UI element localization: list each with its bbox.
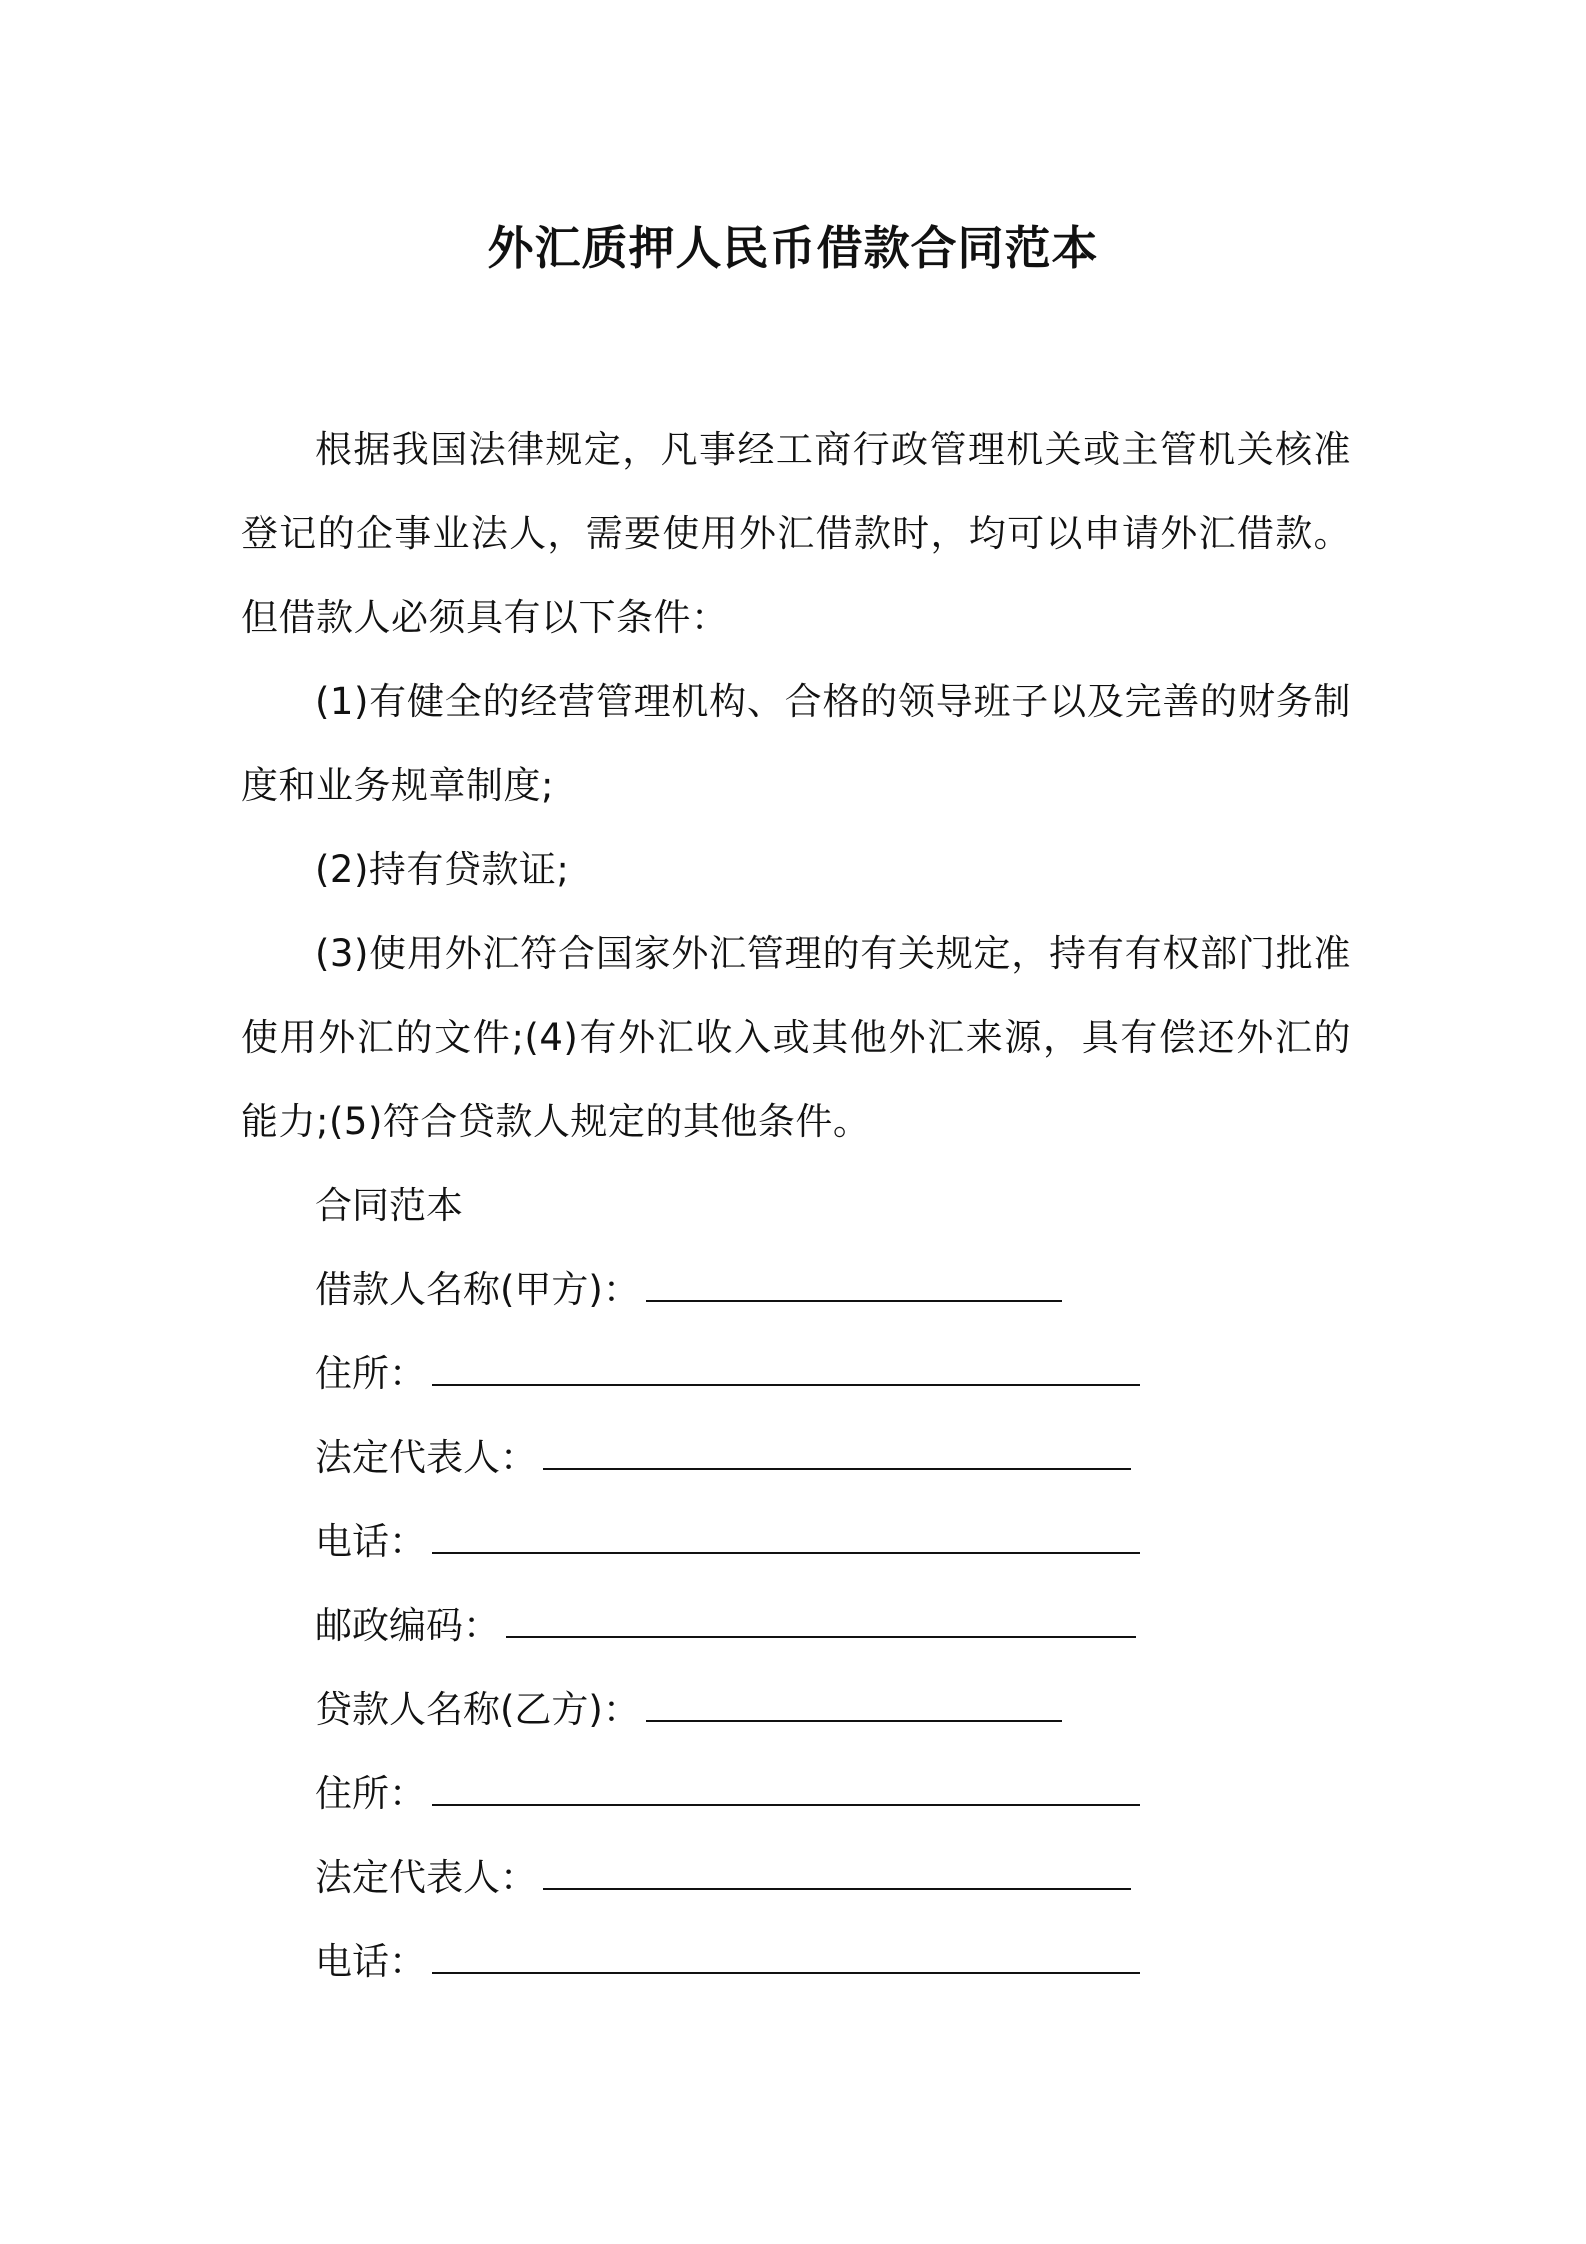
lender-address-field <box>241 1752 1351 1836</box>
fill-blank[interactable] <box>506 1606 1136 1638</box>
fill-blank[interactable] <box>432 1942 1140 1974</box>
document-title: 外汇质押人民币借款合同范本 <box>487 221 1099 275</box>
borrower-name-field <box>241 1248 1351 1332</box>
condition-2-paragraph: (2)持有贷款证; <box>315 848 570 891</box>
condition-3-5-paragraph: (3)使用外汇符合国家外汇管理的有关规定，持有有权部门批准使用外汇的文件;(4)有外汇收入或其他外汇来源，具有偿还外汇的能力;(5)符合贷款人规定的其他条件。 <box>241 932 1351 1143</box>
field-label: 住所： <box>315 1772 426 1815</box>
borrower-address-field <box>241 1332 1351 1416</box>
field-label: 电话： <box>315 1520 426 1563</box>
fill-blank[interactable] <box>543 1438 1131 1470</box>
section-heading: 合同范本 <box>315 1184 463 1227</box>
borrower-postcode-field <box>241 1584 1351 1668</box>
fill-blank[interactable] <box>646 1270 1062 1302</box>
field-label: 住所： <box>315 1352 426 1395</box>
field-label: 邮政编码： <box>315 1604 500 1647</box>
field-label: 电话： <box>315 1940 426 1983</box>
borrower-phone-field <box>241 1500 1351 1584</box>
field-label: 法定代表人： <box>315 1436 537 1479</box>
condition-1-paragraph: (1)有健全的经营管理机构、合格的领导班子以及完善的财务制度和业务规章制度; <box>241 680 1351 807</box>
fill-blank[interactable] <box>432 1774 1140 1806</box>
fill-blank[interactable] <box>432 1522 1140 1554</box>
borrower-legal-rep-field <box>241 1416 1351 1500</box>
lender-legal-rep-field <box>241 1836 1351 1920</box>
field-label: 贷款人名称(乙方)： <box>315 1688 640 1731</box>
field-label: 法定代表人： <box>315 1856 537 1899</box>
field-label: 借款人名称(甲方)： <box>315 1268 640 1311</box>
document-body <box>241 408 1351 2004</box>
fill-blank[interactable] <box>432 1354 1140 1386</box>
fill-blank[interactable] <box>646 1690 1062 1722</box>
fill-blank[interactable] <box>543 1858 1131 1890</box>
lender-name-field <box>241 1668 1351 1752</box>
intro-paragraph: 根据我国法律规定，凡事经工商行政管理机关或主管机关核准登记的企事业法人，需要使用外汇借款时，均可以申请外汇借款。但借款人必须具有以下条件： <box>241 428 1351 639</box>
lender-phone-field <box>241 1920 1351 2004</box>
